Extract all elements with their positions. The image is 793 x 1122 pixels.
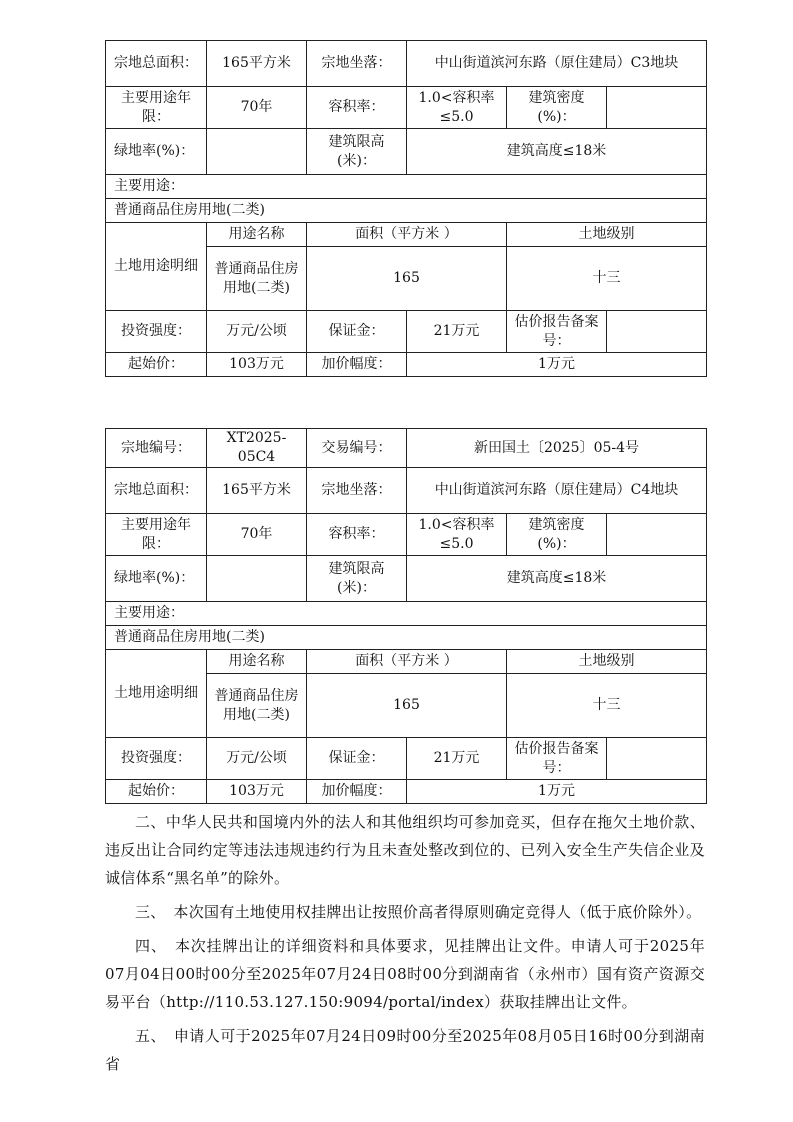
table-row bbox=[106, 626, 707, 650]
invest-value: 万元/公顷 bbox=[207, 311, 307, 353]
location-value: 中山街道滨河东路（原住建局）C4地块 bbox=[407, 468, 707, 514]
main-use-label: 主要用途： bbox=[106, 175, 707, 199]
table-row bbox=[106, 41, 707, 87]
appraisal-value bbox=[607, 738, 707, 780]
far-label: 容积率： bbox=[307, 514, 407, 556]
parcel-no-value: XT2025-05C4 bbox=[207, 429, 307, 468]
term-value: 70年 bbox=[207, 87, 307, 129]
detail-header-use: 用途名称 bbox=[207, 223, 307, 247]
detail-header-grade: 土地级别 bbox=[507, 650, 707, 674]
density-label: 建筑密度(%)： bbox=[507, 87, 607, 129]
paragraph-eligibility: 二、中华人民共和国境内外的法人和其他组织均可参加竞买，但存在拖欠土地价款、违反出让合同约定等违法违规违约行为且未查处整改到位的、已列入安全生产失信企业及诚信体系“黑名单”的除外。 bbox=[105, 813, 705, 887]
detail-header-grade: 土地级别 bbox=[507, 223, 707, 247]
paragraph-award-rule: 三、 本次国有土地使用权挂牌出让按照价高者得原则确定竞得人（低于底价除外）。 bbox=[135, 903, 702, 921]
increment-value: 1万元 bbox=[407, 780, 707, 804]
main-use-value: 普通商品住房用地(二类) bbox=[106, 626, 707, 650]
appraisal-label: 估价报告备案号： bbox=[507, 738, 607, 780]
detail-label: 土地用途明细 bbox=[106, 223, 207, 311]
detail-header-area: 面积（平方米 ） bbox=[307, 223, 507, 247]
detail-use-value: 普通商品住房用地(二类) bbox=[207, 674, 307, 738]
table-row bbox=[106, 780, 707, 804]
invest-label: 投资强度： bbox=[106, 738, 207, 780]
start-price-value: 103万元 bbox=[207, 780, 307, 804]
parcel-table-c4 bbox=[105, 428, 707, 804]
table-row bbox=[106, 87, 707, 129]
area-value: 165平方米 bbox=[207, 468, 307, 514]
trade-no-value: 新田国土〔2025〕05-4号 bbox=[407, 429, 707, 468]
appraisal-value bbox=[607, 311, 707, 353]
density-value bbox=[607, 87, 707, 129]
table-row bbox=[106, 311, 707, 353]
main-use-value: 普通商品住房用地(二类) bbox=[106, 199, 707, 223]
deposit-label: 保证金： bbox=[307, 311, 407, 353]
deposit-label: 保证金： bbox=[307, 738, 407, 780]
paragraph-application: 五、 申请人可于2025年07月24日09时00分至2025年08月05日16时00分到湖南省 bbox=[105, 1027, 705, 1073]
detail-header-area: 面积（平方米 ） bbox=[307, 650, 507, 674]
location-label: 宗地坐落： bbox=[307, 41, 407, 87]
table-row bbox=[106, 602, 707, 626]
area-value: 165平方米 bbox=[207, 41, 307, 87]
green-label: 绿地率(%)： bbox=[106, 129, 207, 175]
detail-label: 土地用途明细 bbox=[106, 650, 207, 738]
location-value: 中山街道滨河东路（原住建局）C3地块 bbox=[407, 41, 707, 87]
parcel-no-label: 宗地编号： bbox=[106, 429, 207, 468]
parcel-table-c3 bbox=[105, 40, 707, 377]
height-value: 建筑高度≤18米 bbox=[407, 129, 707, 175]
green-value bbox=[207, 129, 307, 175]
density-value bbox=[607, 514, 707, 556]
announcement-body bbox=[105, 808, 705, 1084]
deposit-value: 21万元 bbox=[407, 311, 507, 353]
table-row bbox=[106, 175, 707, 199]
table-row bbox=[106, 199, 707, 223]
start-price-label: 起始价： bbox=[106, 353, 207, 377]
table-row bbox=[106, 353, 707, 377]
far-value: 1.0<容积率≤5.0 bbox=[407, 87, 507, 129]
table-row bbox=[106, 738, 707, 780]
detail-grade-value: 十三 bbox=[507, 674, 707, 738]
invest-value: 万元/公顷 bbox=[207, 738, 307, 780]
density-label: 建筑密度(%)： bbox=[507, 514, 607, 556]
start-price-label: 起始价： bbox=[106, 780, 207, 804]
increment-label: 加价幅度： bbox=[307, 780, 407, 804]
detail-header-use: 用途名称 bbox=[207, 650, 307, 674]
appraisal-label: 估价报告备案号： bbox=[507, 311, 607, 353]
detail-use-value: 普通商品住房用地(二类) bbox=[207, 247, 307, 311]
paragraph-documents: 四、 本次挂牌出让的详细资料和具体要求，见挂牌出让文件。申请人可于2025年07月04日00时00分至2025年07月24日08时00分到湖南省（永州市）国有资产资源交易平台（http://110.53.127.150:9094/portal/index）获取挂牌出让文件。 bbox=[105, 937, 705, 1011]
table-row bbox=[106, 514, 707, 556]
table-row bbox=[106, 468, 707, 514]
height-label: 建筑限高(米)： bbox=[307, 129, 407, 175]
detail-grade-value: 十三 bbox=[507, 247, 707, 311]
main-use-label: 主要用途： bbox=[106, 602, 707, 626]
invest-label: 投资强度： bbox=[106, 311, 207, 353]
deposit-value: 21万元 bbox=[407, 738, 507, 780]
increment-value: 1万元 bbox=[407, 353, 707, 377]
start-price-value: 103万元 bbox=[207, 353, 307, 377]
table-row bbox=[106, 129, 707, 175]
table-row bbox=[106, 556, 707, 602]
green-value bbox=[207, 556, 307, 602]
area-label: 宗地总面积： bbox=[106, 468, 207, 514]
area-label: 宗地总面积： bbox=[106, 41, 207, 87]
location-label: 宗地坐落： bbox=[307, 468, 407, 514]
detail-area-value: 165 bbox=[307, 674, 507, 738]
increment-label: 加价幅度： bbox=[307, 353, 407, 377]
far-value: 1.0<容积率≤5.0 bbox=[407, 514, 507, 556]
term-label: 主要用途年限： bbox=[106, 87, 207, 129]
term-label: 主要用途年限： bbox=[106, 514, 207, 556]
table-row bbox=[106, 650, 707, 674]
far-label: 容积率： bbox=[307, 87, 407, 129]
table-row bbox=[106, 223, 707, 247]
height-value: 建筑高度≤18米 bbox=[407, 556, 707, 602]
green-label: 绿地率(%)： bbox=[106, 556, 207, 602]
detail-area-value: 165 bbox=[307, 247, 507, 311]
height-label: 建筑限高(米)： bbox=[307, 556, 407, 602]
trade-no-label: 交易编号： bbox=[307, 429, 407, 468]
term-value: 70年 bbox=[207, 514, 307, 556]
table-row bbox=[106, 429, 707, 468]
